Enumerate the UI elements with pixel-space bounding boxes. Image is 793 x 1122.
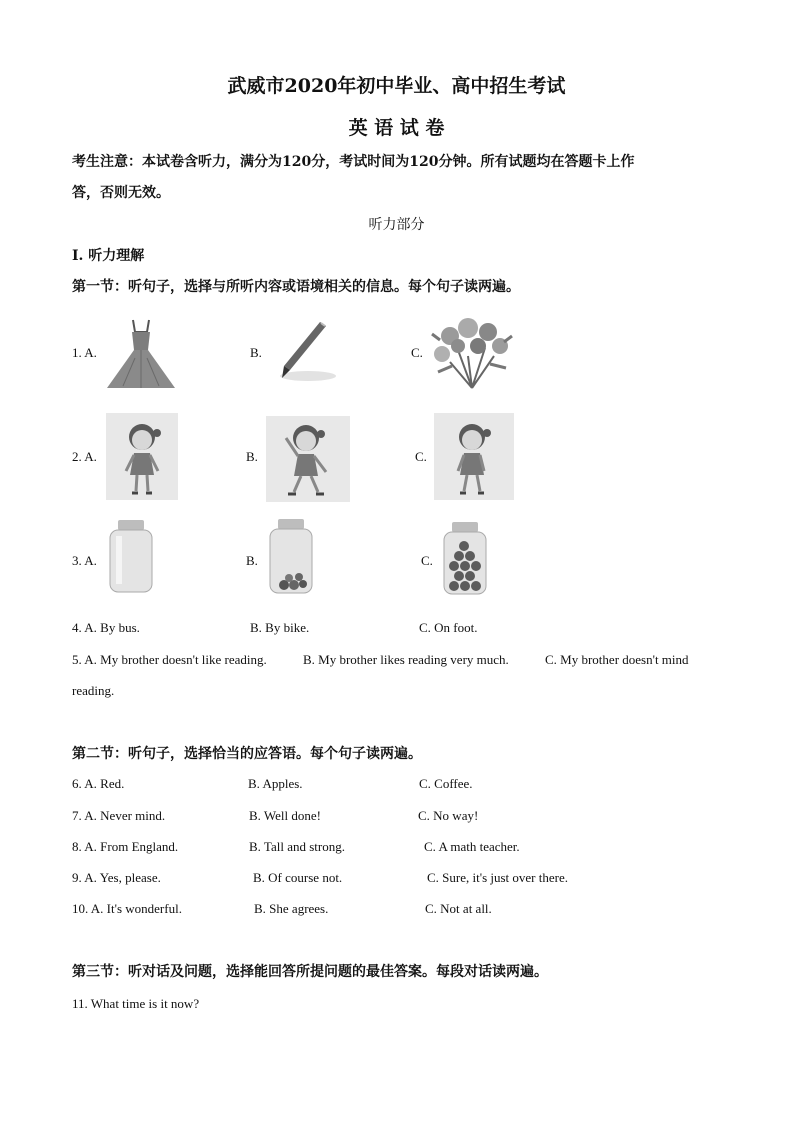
jar-full-candies-icon <box>440 520 490 596</box>
exam-subtitle: 英 语 试 卷 <box>348 117 445 139</box>
q4-option-a: 4. A. By bus. <box>72 620 140 635</box>
q8-option-c: C. A math teacher. <box>424 839 520 854</box>
q7-option-c: C. No way! <box>418 808 479 823</box>
q1-label-b: B. <box>250 345 262 360</box>
subsection-3-heading: 第三节：听对话及问题，选择能回答所提问题的最佳答案。每段对话读两遍。 <box>72 964 548 980</box>
q1-label-c: C. <box>411 345 423 360</box>
q10-option-b: B. She agrees. <box>254 901 329 916</box>
part-heading: 听力部分 <box>368 217 425 233</box>
empty-jar-icon <box>106 518 156 594</box>
girl-waving-icon <box>266 416 350 502</box>
q10-option-a: 10. A. It's wonderful. <box>72 901 182 916</box>
q5-option-c-cont: reading. <box>72 683 115 698</box>
q8-option-b: B. Tall and strong. <box>249 839 345 854</box>
q4-option-c: C. On foot. <box>419 620 478 635</box>
q10-option-c: C. Not at all. <box>425 901 492 916</box>
q2-label-a: 2. A. <box>72 449 97 464</box>
q6-option-b: B. Apples. <box>248 776 303 791</box>
notice-line-2: 答，否则无效。 <box>72 185 170 201</box>
q3-label-c: C. <box>421 553 433 568</box>
dress-icon <box>105 318 177 390</box>
section-heading: I. 听力理解 <box>72 248 145 264</box>
q9-option-b: B. Of course not. <box>253 870 343 885</box>
q5-option-c: C. My brother doesn't mind <box>545 652 689 667</box>
q6-option-c: C. Coffee. <box>419 776 473 791</box>
q8-option-a: 8. A. From England. <box>72 839 179 854</box>
notice-line-1: 考生注意：本试卷含听力，满分为120分，考试时间为120分钟。所有试题均在答题卡上作 <box>72 154 635 170</box>
q6-option-a: 6. A. Red. <box>72 776 125 791</box>
q7-option-a: 7. A. Never mind. <box>72 808 166 823</box>
q9-option-a: 9. A. Yes, please. <box>72 870 161 885</box>
q2-label-b: B. <box>246 449 258 464</box>
q5-option-b: B. My brother likes reading very much. <box>303 652 509 667</box>
jar-few-candies-icon <box>266 517 316 595</box>
girl-standing-icon <box>106 413 178 500</box>
exam-title: 武威市2020年初中毕业、高中招生考试 <box>227 75 566 97</box>
subsection-1-heading: 第一节：听句子，选择与所听内容或语境相关的信息。每个句子读两遍。 <box>72 279 520 295</box>
q2-label-c: C. <box>415 449 427 464</box>
q9-option-c: C. Sure, it's just over there. <box>427 870 568 885</box>
q3-label-a: 3. A. <box>72 553 97 568</box>
flowers-icon <box>430 316 515 390</box>
girl-standing-icon <box>434 413 514 500</box>
q5-option-a: 5. A. My brother doesn't like reading. <box>72 652 267 667</box>
q1-label-a: 1. A. <box>72 345 97 360</box>
q11-question: 11. What time is it now? <box>72 996 200 1011</box>
q3-label-b: B. <box>246 553 258 568</box>
q4-option-b: B. By bike. <box>250 620 310 635</box>
pen-icon <box>268 318 338 384</box>
q7-option-b: B. Well done! <box>249 808 322 823</box>
subsection-2-heading: 第二节：听句子，选择恰当的应答语。每个句子读两遍。 <box>72 746 422 762</box>
